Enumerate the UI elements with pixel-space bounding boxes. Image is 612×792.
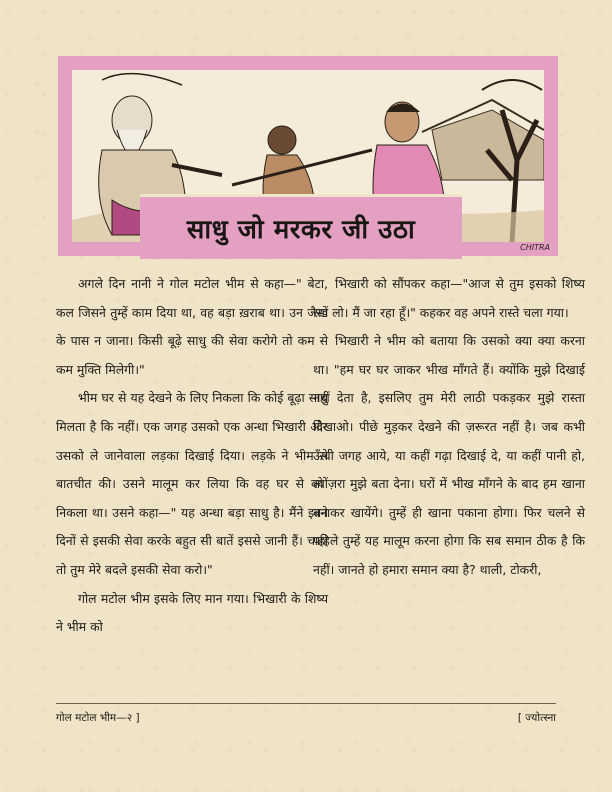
artist-signature: CHITRA (520, 243, 550, 252)
footer-chapter: गोल मटोल भीम—२ ] (56, 712, 140, 724)
paragraph: अगले दिन नानी ने गोल मटोल भीम से कहा—" बेटा, कल जिसने तुम्हें काम दिया था, वह बड़ा ख़राब था। उन जैसों के पास न जाना। किसी बूढ़े साधु की सेवा करोगे तो कम से कम मुक्ति मिलेगी।" (56, 276, 328, 377)
paragraph: गोल मटोल भीम इसके लिए मान गया। भिखारी के शिष्य ने भीम को (56, 590, 328, 635)
footer-divider (56, 703, 556, 704)
right-column (313, 270, 585, 585)
story-title: साधु जो मरकर जी उठा (186, 215, 416, 245)
paragraph: भिखारी को सौंपकर कहा—"आज से तुम इसको शिष्य रख लो। मैं जा रहा हूँ।" कहकर वह अपने रास्ते चला गया। (313, 276, 585, 320)
title-box (140, 194, 462, 259)
footer-magazine: [ ज्योत्स्ना (517, 712, 556, 724)
header-banner (58, 56, 558, 256)
paragraph: भीम घर से यह देखने के लिए निकला कि कोई बूढ़ा साधु मिलता है कि नहीं। एक जगह उसको एक अन्धा भिखारी और उसको ले जानेवाला लड़का दिखाई दिया। लड़के ने भीम से बातचीत की। उसने मालूम कर लिया कि वह घर से क्यों निकला था। उसने कहा—" यह अन्धा बड़ा साधु है। मैंने इतने दिनों से इसकी सेवा करके बहुत सी बातें इससे जानी हैं। चाहो तो तुम मेरे बदले इसकी सेवा करो।" (56, 390, 328, 577)
paragraph: भिखारी ने भीम को बताया कि उसको क्या क्या करना था। "हम घर घर जाकर भीख माँगते हैं। क्योंकि मुझे दिखाई नहीं देता है, इसलिए तुम मेरी लाठी पकड़कर मुझे रास्ता दिखाओ। पीछे मुड़कर देखने की ज़रूरत नहीं है। जब कभी ऊँची जगह आये, या कहीं गढ़ा दिखाई दे, या कहीं पानी हो, तो ज़रा मुझे बता देना। घरों में भीख माँगने के बाद हम खाना बनाकर खायेंगे। तुम्हें ही खाना पकाना होगा। फिर चलने से पहिले तुम्हें यह मालूम करना होगा कि सब समान ठीक है कि नहीं। जानते हो हमारा समान क्या है? थाली, टोकरी, (313, 333, 585, 577)
left-column (56, 270, 328, 642)
